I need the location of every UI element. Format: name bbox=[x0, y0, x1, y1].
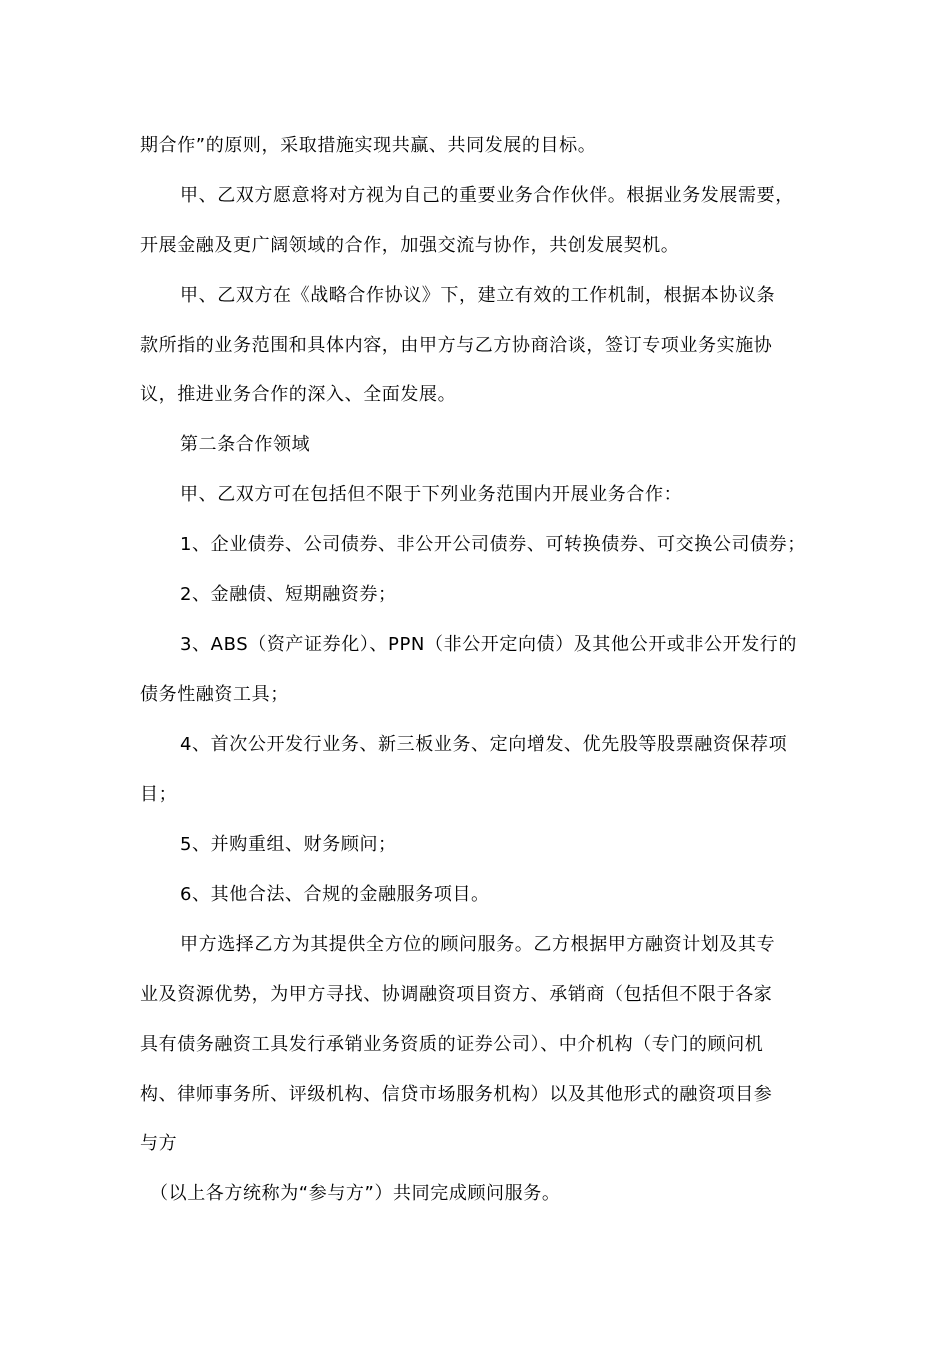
list-item: 5、并购重组、财务顾问； bbox=[180, 834, 397, 855]
paragraph-line: 议，推进业务合作的深入、全面发展。 bbox=[140, 384, 457, 405]
list-item: 3、ABS（资产证券化）、PPN（非公开定向债）及其他公开或非公开发行的 bbox=[180, 634, 797, 655]
list-item: 2、金融债、短期融资券； bbox=[180, 584, 397, 605]
paragraph-line: （以上各方统称为“参与方”）共同完成顾问服务。 bbox=[150, 1183, 561, 1204]
paragraph-line: 甲、乙双方愿意将对方视为自己的重要业务合作伙伴。根据业务发展需要， bbox=[180, 185, 794, 206]
list-item: 6、其他合法、合规的金融服务项目。 bbox=[180, 884, 490, 905]
paragraph-line: 构、律师事务所、评级机构、信贷市场服务机构）以及其他形式的融资项目参 bbox=[140, 1084, 773, 1105]
paragraph-line: 期合作”的原则，采取措施实现共赢、共同发展的目标。 bbox=[140, 135, 597, 156]
paragraph-line: 具有债务融资工具发行承销业务资质的证券公司）、中介机构（专门的顾问机 bbox=[140, 1034, 764, 1055]
list-item: 4、首次公开发行业务、新三板业务、定向增发、优先股等股票融资保荐项 bbox=[180, 734, 788, 755]
paragraph-line: 与方 bbox=[140, 1133, 178, 1154]
section-heading: 第二条合作领域 bbox=[180, 434, 311, 455]
list-item: 1、企业债券、公司债券、非公开公司债券、可转换债券、可交换公司债券； bbox=[180, 534, 806, 555]
list-item-continuation: 债务性融资工具； bbox=[140, 684, 289, 705]
paragraph-line: 甲方选择乙方为其提供全方位的顾问服务。乙方根据甲方融资计划及其专 bbox=[180, 934, 776, 955]
paragraph-line: 甲、乙双方在《战略合作协议》下，建立有效的工作机制，根据本协议条 bbox=[180, 285, 776, 306]
list-item-continuation: 目； bbox=[140, 784, 178, 805]
paragraph-line: 款所指的业务范围和具体内容，由甲方与乙方协商洽谈，签订专项业务实施协 bbox=[140, 335, 773, 356]
paragraph-line: 甲、乙双方可在包括但不限于下列业务范围内开展业务合作： bbox=[180, 484, 683, 505]
paragraph-line: 业及资源优势，为甲方寻找、协调融资项目资方、承销商（包括但不限于各家 bbox=[140, 984, 773, 1005]
paragraph-line: 开展金融及更广阔领域的合作，加强交流与协作，共创发展契机。 bbox=[140, 235, 680, 256]
